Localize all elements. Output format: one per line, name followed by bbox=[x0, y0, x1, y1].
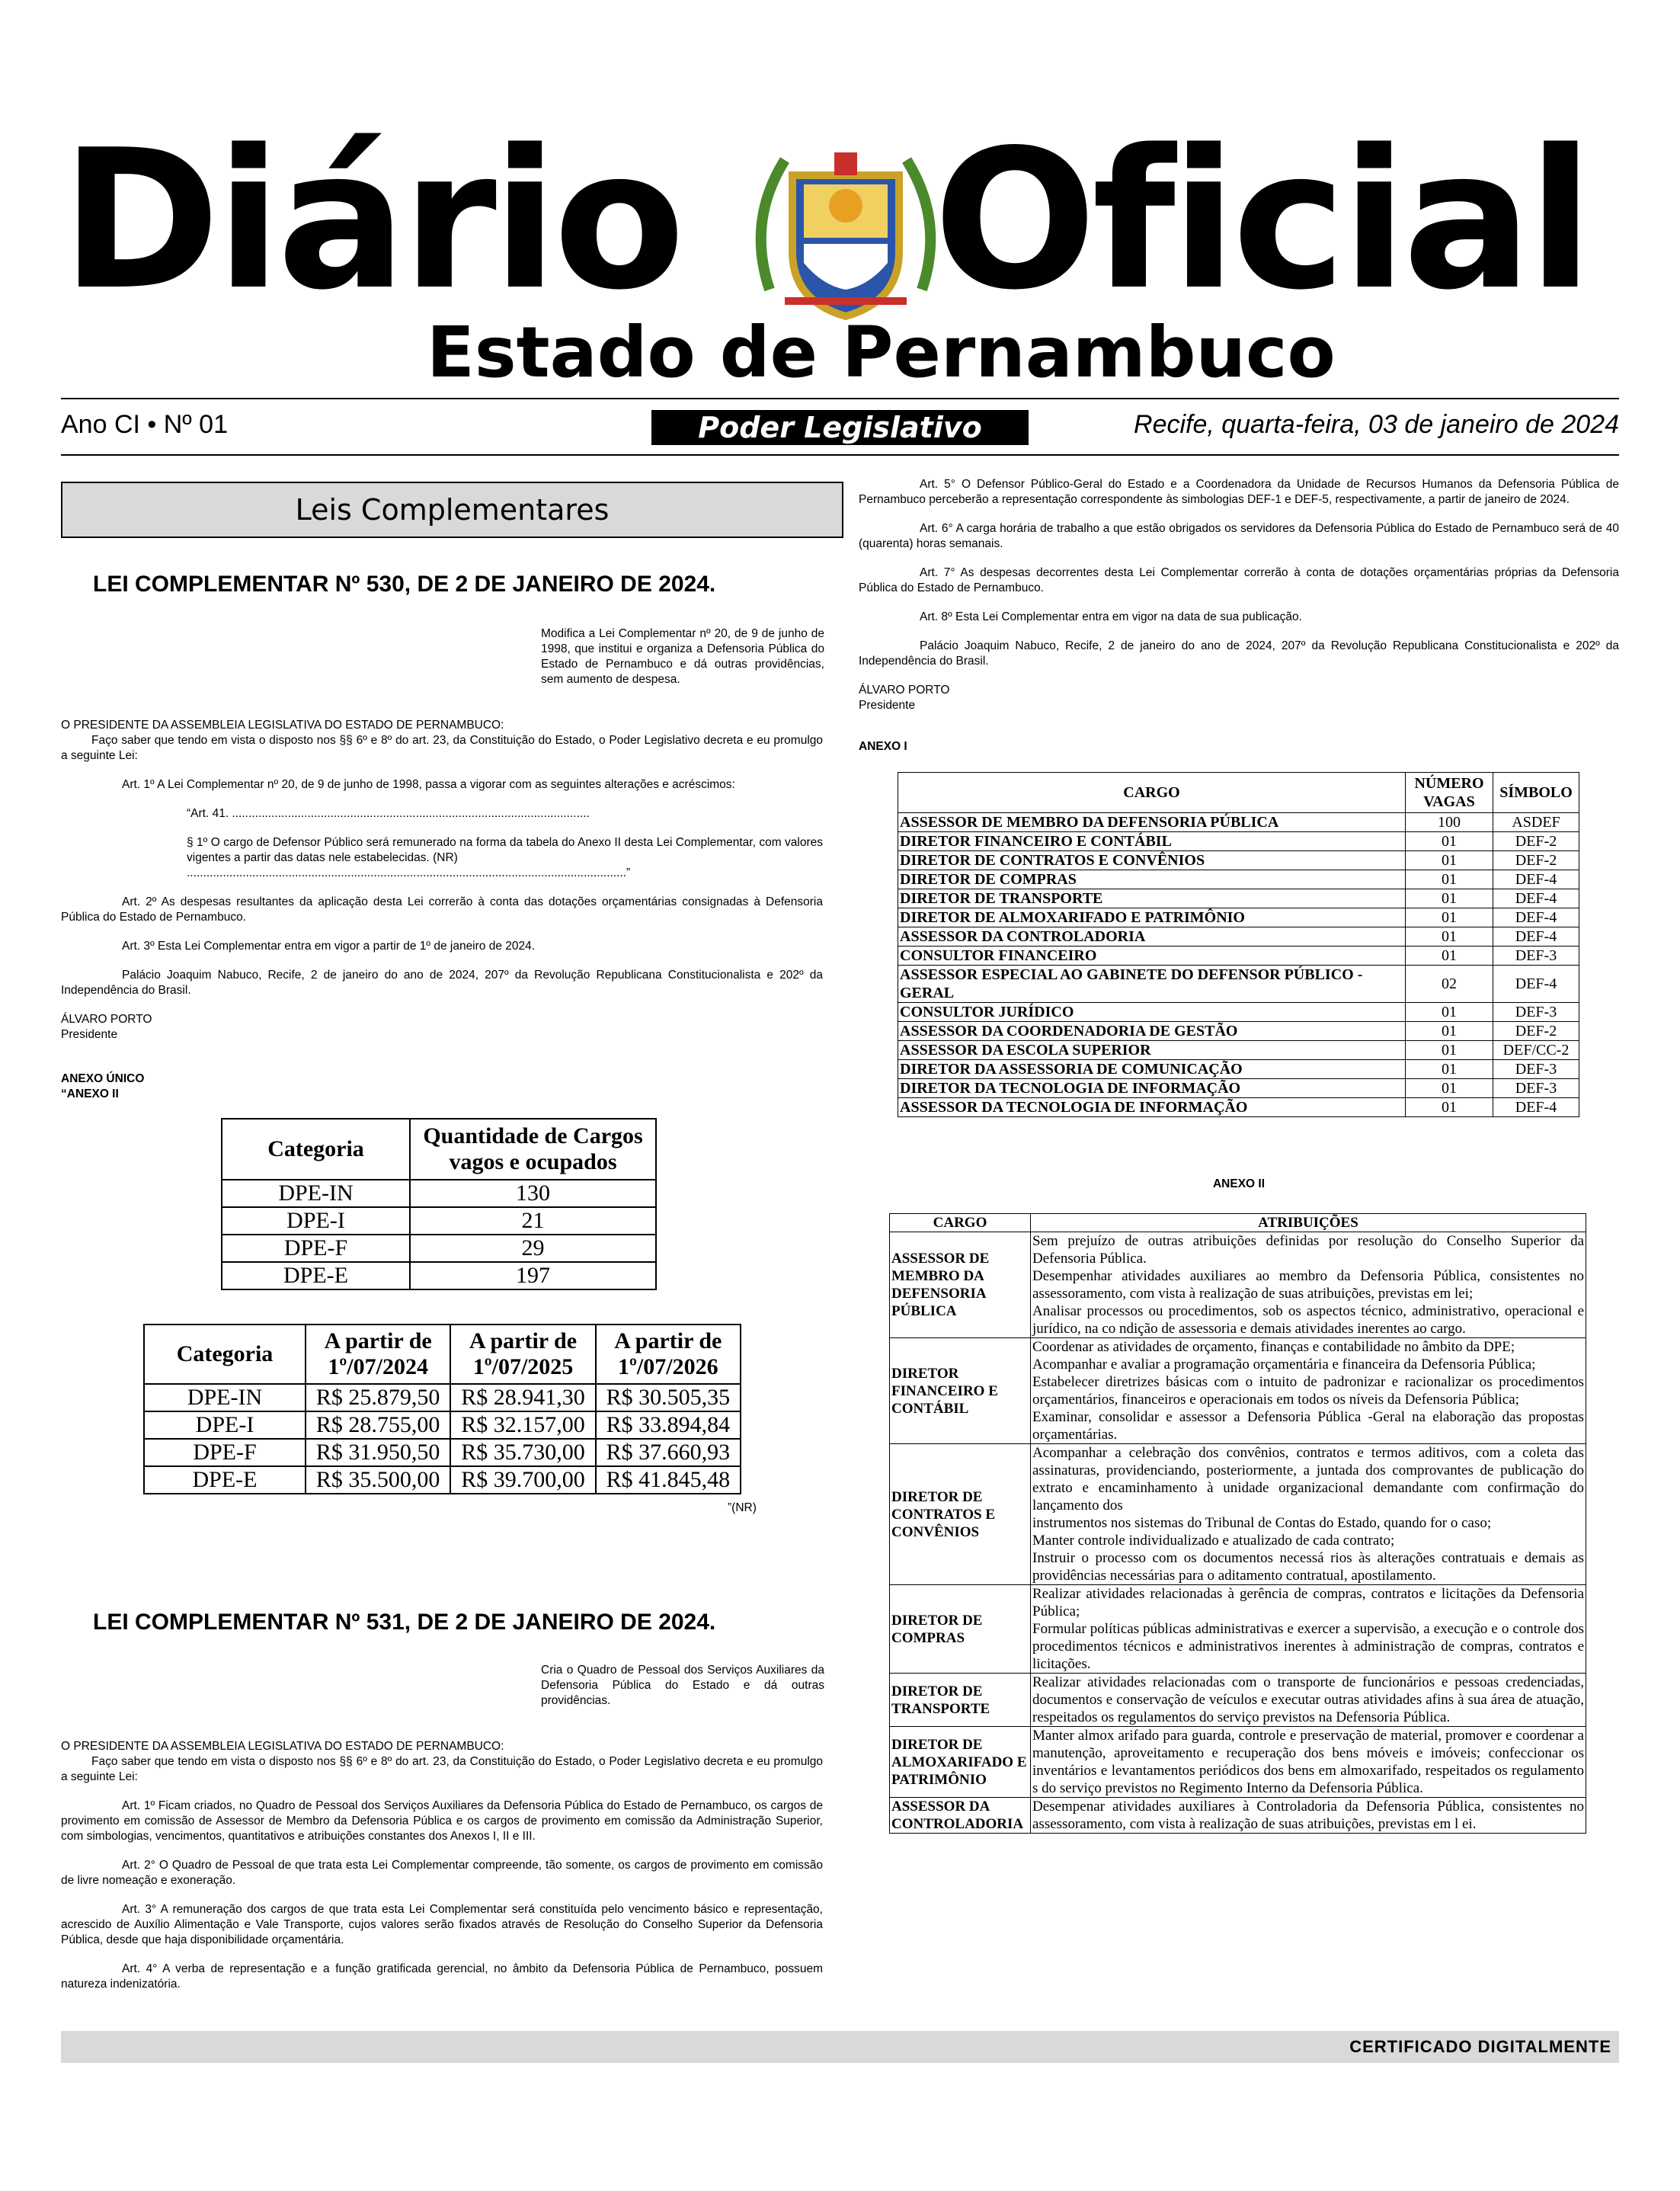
table-cell: DEF/CC-2 bbox=[1493, 1041, 1579, 1060]
table-cell bbox=[1031, 1338, 1586, 1444]
table-cell: DIRETOR DE CONTRATOS E CONVÊNIOS bbox=[898, 851, 1406, 870]
table-cell: DEF-2 bbox=[1493, 851, 1579, 870]
law-531-art2: Art. 2° O Quadro de Pessoal de que trata esta Lei Complementar compreende, tão somente, os cargos de provimento em comissão de livre nomeação e exoneração. bbox=[61, 1859, 823, 1887]
table-cell: 01 bbox=[1406, 1098, 1493, 1117]
table-row bbox=[898, 1079, 1579, 1098]
table-cell: DEF-2 bbox=[1493, 1022, 1579, 1041]
edition-date: Recife, quarta-feira, 03 de janeiro de 2024 bbox=[1134, 410, 1619, 439]
table-row bbox=[144, 1384, 741, 1411]
table-header-cell: ATRIBUIÇÕES bbox=[1031, 1214, 1586, 1232]
masthead-subtitle: Estado de Pernambuco bbox=[427, 312, 1336, 393]
table-cell: 130 bbox=[410, 1180, 656, 1207]
law-531-signer: ÁLVARO PORTO bbox=[859, 684, 950, 697]
attribution-line: Estabelecer diretrizes básicas com o intuito de padronizar e racionalizar os procedimentos orçamentários, financeiros e operacionais em todos os níveis da Defensoria Pública; bbox=[1032, 1374, 1584, 1408]
attribution-line: Realizar atividades relacionadas com o transporte de funcionários e pessoas credenciadas, documentos e conservação de veículos e executar outras atividades afins à sua área de atuação, respeitados os regulamentos do serviço previstos na Defensoria Pública. bbox=[1032, 1674, 1584, 1725]
table-row bbox=[890, 1798, 1586, 1834]
law-531-art6: Art. 6° A carga horária de trabalho a que estão obrigados os servidores da Defensoria Pública do Estado de Pernambuco será de 40 (quarenta) horas semanais. bbox=[859, 522, 1619, 550]
law-530-title: LEI COMPLEMENTAR Nº 530, DE 2 DE JANEIRO DE 2024. bbox=[93, 572, 716, 597]
table-row bbox=[890, 1338, 1586, 1444]
law-531-body-right bbox=[859, 477, 1619, 768]
law-531-annex2-title: ANEXO II bbox=[1212, 1177, 1266, 1190]
table-row bbox=[898, 1098, 1579, 1117]
table-cell: DIRETOR DE COMPRAS bbox=[898, 870, 1406, 889]
table-row bbox=[898, 851, 1579, 870]
table-cell: 01 bbox=[1406, 1041, 1493, 1060]
table-cell bbox=[1031, 1674, 1586, 1727]
table-cell: DEF-4 bbox=[1493, 1098, 1579, 1117]
edition-bar bbox=[61, 404, 1619, 450]
table-row bbox=[898, 832, 1579, 851]
edition-number: Ano CI • Nº 01 bbox=[61, 410, 228, 439]
table-header-cell: A partir de 1º/07/2024 bbox=[306, 1325, 450, 1384]
table-cell: R$ 33.894,84 bbox=[596, 1411, 741, 1439]
table-cell: 02 bbox=[1406, 966, 1493, 1003]
table-cell: DIRETOR DE CONTRATOS E CONVÊNIOS bbox=[890, 1444, 1031, 1585]
table-cell: DEF-2 bbox=[1493, 832, 1579, 851]
table-cell: DIRETOR DE ALMOXARIFADO E PATRIMÔNIO bbox=[898, 908, 1406, 927]
table-cell: R$ 28.755,00 bbox=[306, 1411, 450, 1439]
law-530-body bbox=[61, 718, 823, 1116]
table-cell: 197 bbox=[410, 1262, 656, 1289]
table-cell: DPE-F bbox=[144, 1439, 306, 1466]
table-row bbox=[144, 1411, 741, 1439]
law-530-preamble-1: O PRESIDENTE DA ASSEMBLEIA LEGISLATIVA DO ESTADO DE PERNAMBUCO: bbox=[61, 719, 504, 732]
law-530-dots: ......................................................................................................................................” bbox=[187, 866, 631, 879]
attribution-line: Coordenar as atividades de orçamento, finanças e contabilidade no âmbito da DPE; bbox=[1032, 1339, 1515, 1355]
table-cell: 01 bbox=[1406, 832, 1493, 851]
law-530-annex-title: ANEXO ÚNICO bbox=[61, 1072, 145, 1085]
table-cell: ASSESSOR DE MEMBRO DA DEFENSORIA PÚBLICA bbox=[898, 813, 1406, 832]
table-cell: ASSESSOR ESPECIAL AO GABINETE DO DEFENSOR PÚBLICO - GERAL bbox=[898, 966, 1406, 1003]
table-cell: DEF-4 bbox=[1493, 889, 1579, 908]
table-cell: DIRETOR DE TRANSPORTE bbox=[890, 1674, 1031, 1727]
table-cell bbox=[1031, 1444, 1586, 1585]
law-530-art3: Art. 3º Esta Lei Complementar entra em vigor a partir de 1º de janeiro de 2024. bbox=[122, 940, 536, 953]
table-cell: DEF-3 bbox=[1493, 1003, 1579, 1022]
table-cell: DIRETOR FINANCEIRO E CONTÁBIL bbox=[890, 1338, 1031, 1444]
masthead bbox=[61, 107, 1623, 393]
law-531-art8: Art. 8º Esta Lei Complementar entra em vigor na data de sua publicação. bbox=[920, 610, 1302, 623]
table-cell: DPE-F bbox=[222, 1235, 410, 1262]
table-cell: DIRETOR DE COMPRAS bbox=[890, 1585, 1031, 1674]
law-531-body-left bbox=[61, 1739, 823, 2006]
attribution-line: Acompanhar a celebração dos convênios, contratos e termos aditivos, com a coleta das assinaturas, providenciando, posteriormente, a juntada dos comprovantes de publicação do extrato e encaminhamento à unidade organizacional demandante com confirmação do lançamento dos bbox=[1032, 1445, 1584, 1514]
attribution-line: Analisar processos ou procedimentos, sob os aspectos técnico, administrativo, operacional e jurídico, na co ndição de assessoria e demais atividades inerentes ao cargo. bbox=[1032, 1303, 1584, 1337]
table-cell: 01 bbox=[1406, 851, 1493, 870]
table-cell: DPE-IN bbox=[222, 1180, 410, 1207]
table-cell: DPE-E bbox=[222, 1262, 410, 1289]
law-531-art3: Art. 3° A remuneração dos cargos de que trata esta Lei Complementar será constituída pelo vencimento básico e representação, acrescido de Auxílio Alimentação e Vale Transporte, cujos valores serão fixados através de Resolução do Conselho Superior da Defensoria Pública, desde que haja disponibilidade orçamentária. bbox=[61, 1903, 823, 1946]
table-header-row bbox=[890, 1214, 1586, 1232]
table-header-row bbox=[898, 773, 1579, 813]
table-cell: R$ 32.157,00 bbox=[450, 1411, 595, 1439]
law-530-nr-mark: ”(NR) bbox=[728, 1501, 757, 1514]
table-cell: DPE-IN bbox=[144, 1384, 306, 1411]
table-row bbox=[898, 813, 1579, 832]
attribution-line: Manter almox arifado para guarda, controle e preservação de material, promover e coordenar a manutenção, aproveitamento e recuperação dos bens móveis e imóveis; confeccionar os inventários e levantamentos periódicos dos bens em almoxarifado, respeitados os regulamento s do serviço previstos no Regimento Interno da Defensoria Pública. bbox=[1032, 1728, 1584, 1796]
table-cell: DPE-E bbox=[144, 1466, 306, 1494]
table-cell bbox=[1031, 1798, 1586, 1834]
table-cell: DEF-4 bbox=[1493, 966, 1579, 1003]
table-cell: ASDEF bbox=[1493, 813, 1579, 832]
table-row bbox=[898, 927, 1579, 947]
table-header-cell: A partir de 1º/07/2025 bbox=[450, 1325, 595, 1384]
law-531-art4: Art. 4° A verba de representação e a função gratificada gerencial, no âmbito da Defensoria Pública de Pernambuco, possuem natureza indenizatória. bbox=[61, 1962, 823, 1991]
table-cell: 01 bbox=[1406, 1060, 1493, 1079]
table-cell: 29 bbox=[410, 1235, 656, 1262]
attribution-line: Desempenar atividades auxiliares à Controladoria da Defensoria Pública, consistentes no assessoramento, com vista à realização de suas atribuições, previstas em l ei. bbox=[1032, 1799, 1584, 1832]
table-cell: 01 bbox=[1406, 870, 1493, 889]
table-row bbox=[898, 966, 1579, 1003]
attribution-line: Examinar, consolidar e assessor a Defensoria Pública -Geral na elaboração das propostas orçamentárias. bbox=[1032, 1409, 1584, 1443]
attribution-line: Instruir o processo com os documentos necessá rios às alterações contratuais e demais as providências necessárias para o aditamento contratual, apostilamento. bbox=[1032, 1550, 1584, 1584]
table-cell: ASSESSOR DA CONTROLADORIA bbox=[898, 927, 1406, 947]
table-row bbox=[898, 889, 1579, 908]
table-cell: DEF-4 bbox=[1493, 908, 1579, 927]
table-cell: 21 bbox=[410, 1207, 656, 1235]
law-530-palace: Palácio Joaquim Nabuco, Recife, 2 de janeiro do ano de 2024, 207º da Revolução Republicana Constitucionalista e 202º da Independência do Brasil. bbox=[61, 969, 823, 997]
table-cell: R$ 39.700,00 bbox=[450, 1466, 595, 1494]
table-header-cell: Categoria bbox=[144, 1325, 306, 1384]
table-header-cell: Quantidade de Cargos vagos e ocupados bbox=[410, 1119, 656, 1180]
table-cell: 01 bbox=[1406, 1079, 1493, 1098]
table-cell: DEF-4 bbox=[1493, 870, 1579, 889]
attribution-line: Manter controle individualizado e atualizado de cada contrato; bbox=[1032, 1533, 1395, 1549]
law-530-par1: § 1º O cargo de Defensor Público será remunerado na forma da tabela do Anexo II desta Lei Complementar, com valores vigentes a partir das datas nele estabelecidas. (NR) bbox=[187, 836, 823, 864]
law-530-signer: ÁLVARO PORTO bbox=[61, 1013, 152, 1026]
table-row bbox=[222, 1235, 656, 1262]
table-cell: R$ 28.941,30 bbox=[450, 1384, 595, 1411]
table-row bbox=[898, 908, 1579, 927]
law-531-art7: Art. 7° As despesas decorrentes desta Lei Complementar correrão à conta de dotações orçamentárias próprias da Defensoria Pública do Estado de Pernambuco. bbox=[859, 566, 1619, 594]
table-cell: ASSESSOR DE MEMBRO DA DEFENSORIA PÚBLICA bbox=[890, 1232, 1031, 1338]
table-cell: ASSESSOR DA COORDENADORIA DE GESTÃO bbox=[898, 1022, 1406, 1041]
pernambuco-coat-of-arms-icon bbox=[739, 130, 952, 335]
section-title: Leis Complementares bbox=[61, 482, 843, 538]
table-cell: DEF-3 bbox=[1493, 947, 1579, 966]
table-row bbox=[898, 1041, 1579, 1060]
table-cell: R$ 30.505,35 bbox=[596, 1384, 741, 1411]
branch-label: Poder Legislativo bbox=[651, 410, 1029, 445]
law-530-table-quantity bbox=[221, 1118, 657, 1290]
table-cell bbox=[1031, 1727, 1586, 1798]
table-header-cell: NÚMERO VAGAS bbox=[1406, 773, 1493, 813]
footer-bar bbox=[61, 2031, 1619, 2063]
law-530-art41: “Art. 41. ............................................................................................................. bbox=[187, 807, 590, 820]
table-cell: 01 bbox=[1406, 908, 1493, 927]
law-531-title: LEI COMPLEMENTAR Nº 531, DE 2 DE JANEIRO DE 2024. bbox=[93, 1610, 716, 1635]
law-531-art1: Art. 1º Ficam criados, no Quadro de Pessoal dos Serviços Auxiliares da Defensoria Pública do Estado de Pernambuco, os cargos de provimento em comissão de Assessor de Membro da Defensoria Pública e os cargos de provimento em comissão da Administração Superior, com simbologias, vencimentos, quantitativos e atribuições constantes dos Anexos I, II e III. bbox=[61, 1799, 823, 1843]
table-cell: R$ 35.500,00 bbox=[306, 1466, 450, 1494]
law-531-palace: Palácio Joaquim Nabuco, Recife, 2 de janeiro do ano de 2024, 207º da Revolução Republicana Constitucionalista e 202º da Independência do Brasil. bbox=[859, 639, 1619, 668]
masthead-title-word-1: Diário bbox=[61, 109, 681, 332]
table-row bbox=[890, 1232, 1586, 1338]
law-530-art1: Art. 1º A Lei Complementar nº 20, de 9 de junho de 1998, passa a vigorar com as seguintes alterações e acréscimos: bbox=[122, 778, 735, 791]
table-cell: ASSESSOR DA CONTROLADORIA bbox=[890, 1798, 1031, 1834]
attribution-line: Formular políticas públicas administrativas e exercer a supervisão, a execução e o controle dos procedimentos técnicos e administrativos inerentes à administração de compras, contratos e licitações. bbox=[1032, 1621, 1584, 1672]
table-cell: DIRETOR DE ALMOXARIFADO E PATRIMÔNIO bbox=[890, 1727, 1031, 1798]
table-row bbox=[890, 1674, 1586, 1727]
table-cell: R$ 25.879,50 bbox=[306, 1384, 450, 1411]
table-row bbox=[144, 1439, 741, 1466]
table-row bbox=[898, 1060, 1579, 1079]
attribution-line: Desempenhar atividades auxiliares ao membro da Defensoria Pública, consistentes no assessoramento, com vista à realização de suas atribuições, previstas em lei; bbox=[1032, 1268, 1584, 1302]
table-row bbox=[898, 1022, 1579, 1041]
law-530-ementa: Modifica a Lei Complementar nº 20, de 9 de junho de 1998, que institui e organiza a Defensoria Pública do Estado de Pernambuco e dá outras providências, sem aumento de despesa. bbox=[541, 627, 824, 686]
law-530-preamble-2: Faço saber que tendo em vista o disposto nos §§ 6º e 8º do art. 23, da Constituição do Estado, o Poder Legislativo decreta e eu promulgo a seguinte Lei: bbox=[61, 734, 823, 762]
attribution-line: Sem prejuízo de outras atribuições definidas por resolução do Conselho Superior da Defensoria Pública. bbox=[1032, 1233, 1584, 1267]
table-cell: R$ 37.660,93 bbox=[596, 1439, 741, 1466]
table-cell: DPE-I bbox=[144, 1411, 306, 1439]
masthead-title-word-2: Oficial bbox=[933, 109, 1589, 332]
law-530-art2: Art. 2º As despesas resultantes da aplicação desta Lei correrão à conta das dotações orçamentárias consignadas à Defensoria Pública do Estado de Pernambuco. bbox=[61, 895, 823, 924]
header-top-rule bbox=[61, 398, 1619, 399]
table-row bbox=[222, 1207, 656, 1235]
table-cell: ASSESSOR DA ESCOLA SUPERIOR bbox=[898, 1041, 1406, 1060]
law-530-table-salary bbox=[143, 1324, 741, 1494]
law-531-art5: Art. 5° O Defensor Público-Geral do Estado e a Coordenadora da Unidade de Recursos Humanos da Defensoria Pública de Pernambuco perceberão a representação correspondente às simbologias DEF-1 e DEF-5, respectivamente, a partir de janeiro de 2024. bbox=[859, 478, 1619, 506]
table-cell: DIRETOR DE TRANSPORTE bbox=[898, 889, 1406, 908]
law-531-preamble-1: O PRESIDENTE DA ASSEMBLEIA LEGISLATIVA DO ESTADO DE PERNAMBUCO: bbox=[61, 1740, 504, 1753]
table-header-cell: SÍMBOLO bbox=[1493, 773, 1579, 813]
law-531-annex2-table bbox=[889, 1213, 1586, 1834]
table-cell bbox=[1031, 1232, 1586, 1338]
table-cell: 01 bbox=[1406, 889, 1493, 908]
table-cell: R$ 41.845,48 bbox=[596, 1466, 741, 1494]
table-cell: 100 bbox=[1406, 813, 1493, 832]
table-header-cell: Categoria bbox=[222, 1119, 410, 1180]
table-cell: DEF-4 bbox=[1493, 927, 1579, 947]
table-cell: DIRETOR DA ASSESSORIA DE COMUNICAÇÃO bbox=[898, 1060, 1406, 1079]
table-cell: CONSULTOR JURÍDICO bbox=[898, 1003, 1406, 1022]
table-cell: 01 bbox=[1406, 947, 1493, 966]
law-531-preamble-2: Faço saber que tendo em vista o disposto nos §§ 6º e 8º do art. 23, da Constituição do Estado, o Poder Legislativo decreta e eu promulgo a seguinte Lei: bbox=[61, 1755, 823, 1783]
table-row bbox=[222, 1180, 656, 1207]
table-header-row bbox=[144, 1325, 741, 1384]
table-row bbox=[890, 1727, 1586, 1798]
law-531-ementa: Cria o Quadro de Pessoal dos Serviços Auxiliares da Defensoria Pública do Estado e dá outras providências. bbox=[541, 1664, 824, 1707]
table-cell: 01 bbox=[1406, 927, 1493, 947]
table-cell: 01 bbox=[1406, 1022, 1493, 1041]
table-header-cell: CARGO bbox=[898, 773, 1406, 813]
table-row bbox=[898, 947, 1579, 966]
table-cell: DEF-3 bbox=[1493, 1079, 1579, 1098]
table-cell: R$ 35.730,00 bbox=[450, 1439, 595, 1466]
law-530-annex-subtitle: “ANEXO II bbox=[61, 1087, 119, 1100]
table-cell: 01 bbox=[1406, 1003, 1493, 1022]
table-header-cell: CARGO bbox=[890, 1214, 1031, 1232]
law-530-signer-role: Presidente bbox=[61, 1028, 118, 1041]
header-bottom-rule bbox=[61, 454, 1619, 456]
table-row bbox=[890, 1444, 1586, 1585]
attribution-line: instrumentos nos sistemas do Tribunal de Contas do Estado, quando for o caso; bbox=[1032, 1515, 1492, 1531]
table-cell: DIRETOR FINANCEIRO E CONTÁBIL bbox=[898, 832, 1406, 851]
table-row bbox=[890, 1585, 1586, 1674]
table-cell bbox=[1031, 1585, 1586, 1674]
table-cell: R$ 31.950,50 bbox=[306, 1439, 450, 1466]
law-531-annex1-table bbox=[898, 772, 1579, 1117]
table-row bbox=[144, 1466, 741, 1494]
table-row bbox=[222, 1262, 656, 1289]
table-header-row bbox=[222, 1119, 656, 1180]
table-row bbox=[898, 1003, 1579, 1022]
digital-certificate-label: CERTIFICADO DIGITALMENTE bbox=[1349, 2037, 1611, 2056]
table-cell: DPE-I bbox=[222, 1207, 410, 1235]
table-cell: ASSESSOR DA TECNOLOGIA DE INFORMAÇÃO bbox=[898, 1098, 1406, 1117]
table-header-cell: A partir de 1º/07/2026 bbox=[596, 1325, 741, 1384]
law-531-signer-role: Presidente bbox=[859, 699, 916, 712]
attribution-line: Realizar atividades relacionadas à gerência de compras, contratos e licitações da Defensoria Pública; bbox=[1032, 1586, 1584, 1619]
table-cell: DEF-3 bbox=[1493, 1060, 1579, 1079]
table-cell: CONSULTOR FINANCEIRO bbox=[898, 947, 1406, 966]
table-row bbox=[898, 870, 1579, 889]
table-cell: DIRETOR DA TECNOLOGIA DE INFORMAÇÃO bbox=[898, 1079, 1406, 1098]
attribution-line: Acompanhar e avaliar a programação orçamentária e financeira da Defensoria Pública; bbox=[1032, 1357, 1536, 1373]
law-531-annex1-title: ANEXO I bbox=[859, 740, 907, 753]
